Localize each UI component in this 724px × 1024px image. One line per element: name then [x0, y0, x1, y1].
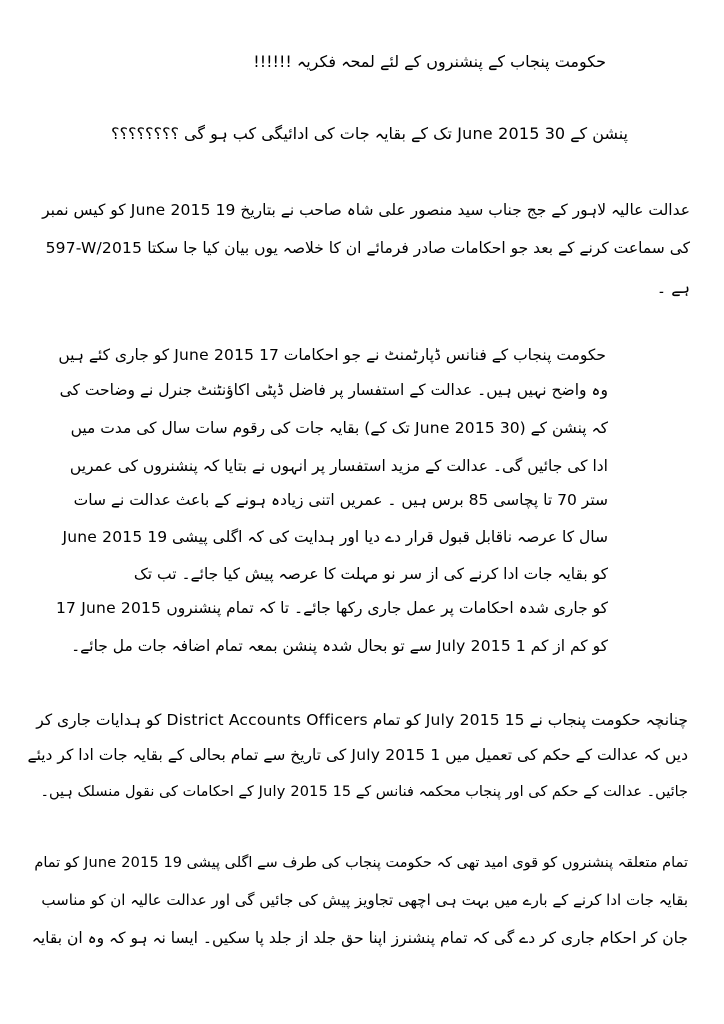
paragraph-2-line-7: کو بقایہ جات ادا کرنے کی از سر نو مہلت کا عرصہ پیش کیا جائے۔ تب تک	[133, 565, 608, 583]
document-question: پنشن کے 30 June 2015 تک کے بقایہ جات کی ادائیگی کب ہو گی ؟؟؟؟؟؟؟؟	[111, 124, 628, 143]
paragraph-4-line-3: جان کر احکام جاری کر دے گی کہ تمام پنشنرز اپنا حق جلد از جلد پا سکیں۔ ایسا نہ ہو کہ وہ ان بقایہ	[31, 929, 688, 947]
document-title: حکومت پنجاب کے پنشنروں کے لئے لمحہ فکریہ !!!!!!	[253, 52, 606, 71]
paragraph-3-line-3: جائیں۔ عدالت کے حکم کی اور پنجاب محکمہ فنانس کے 15 July 2015 کے احکامات کی نقول منسلک ہیں۔	[40, 784, 688, 800]
paragraph-2-line-6: سال کا عرصہ ناقابل قبول قرار دے دیا اور ہدایت کی کہ اگلی پیشی 19 June 2015	[62, 528, 608, 546]
paragraph-2-line-1: حکومت پنجاب کے فنانس ڈپارٹمنٹ نے جو احکامات 17 June 2015 کو جاری کئے ہیں	[58, 346, 606, 364]
paragraph-1-line-2: 597-W/2015 کی سماعت کرنے کے بعد جو احکامات صادر فرمائے ان کا خلاصہ یوں بیان کیا جا سکتا	[45, 239, 690, 257]
paragraph-2-line-5: ستر 70 تا پچاسی 85 برس ہیں ۔ عمریں اتنی زیادہ ہونے کے باعث عدالت نے سات	[73, 491, 608, 509]
paragraph-2-line-2: وہ واضح نہیں ہیں۔ عدالت کے استفسار پر فاضل ڈپٹی اکاؤنٹنٹ جنرل نے وضاحت کی	[59, 381, 608, 399]
paragraph-1-line-3: ہے ۔	[656, 278, 690, 297]
paragraph-3-line-2: دیں کہ عدالت کے حکم کی تعمیل میں 1 July 2015 کی تاریخ سے تمام بحالی کے بقایہ جات ادا کر دیئے	[27, 746, 688, 764]
paragraph-2-line-9: کو کم از کم 1 July 2015 سے تو بحال شدہ پنشن بمعہ تمام اضافہ جات مل جائے۔	[71, 637, 608, 655]
paragraph-2-line-4: ادا کی جائیں گی۔ عدالت کے مزید استفسار پر انہوں نے بتایا کہ پنشنروں کی عمریں	[69, 457, 608, 475]
paragraph-1-line-1: عدالت عالیہ لاہور کے جج جناب سید منصور علی شاہ صاحب نے بتاریخ 19 June 2015 کو کیس نمبر	[42, 201, 690, 219]
paragraph-2-line-8: 17 June 2015 کو جاری شدہ احکامات پر عمل جاری رکھا جائے۔ تا کہ تمام پنشنروں	[56, 599, 608, 617]
paragraph-3-line-1: چنانچہ حکومت پنجاب نے 15 July 2015 کو تمام District Accounts Officers کو ہدایات جاری کر	[36, 711, 688, 729]
paragraph-4-line-2: بقایہ جات ادا کرنے کے بارے میں بہت ہی اچھی تجاویز پیش کی جائیں گی اور عدالت عالیہ ان کو مناسب	[41, 891, 688, 909]
paragraph-4-line-1: تمام متعلقہ پنشنروں کو قوی امید تھی کہ حکومت پنجاب کی طرف سے اگلی پیشی 19 June 2015 کو تمام	[34, 855, 688, 871]
paragraph-2-line-3: کہ پنشن کے (30 June 2015 تک کے) بقایہ جات کی رقوم سات سال کی مدت میں	[70, 419, 608, 437]
